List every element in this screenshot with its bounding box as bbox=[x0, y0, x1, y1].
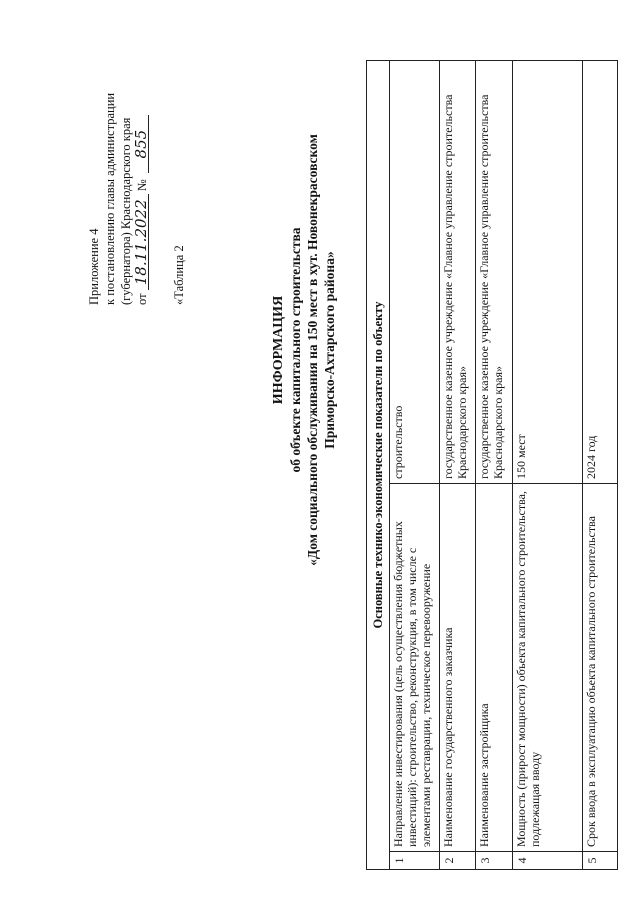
title-line-3: «Дом социального обслуживания на 150 мест в хут. Новонекрасовском bbox=[305, 134, 320, 566]
row-label: Срок ввода в эксплуатацию объекта капитального строительства bbox=[582, 483, 617, 851]
appendix-line-3: (губернатора) Краснодарского края bbox=[119, 117, 133, 305]
row-value: государственное казенное учреждение «Главное управление строительства Краснодарского края» bbox=[441, 94, 469, 479]
appendix-line-2: к постановлению главы администрации bbox=[103, 92, 117, 305]
row-number: 4 bbox=[512, 851, 582, 869]
row-value: государственное казенное учреждение «Главное управление строительства Краснодарского края» bbox=[477, 94, 505, 479]
title-line-2: об объекте капитального строительства bbox=[288, 227, 303, 473]
row-label: Наименование государственного заказчика bbox=[439, 483, 475, 851]
row-label: Мощность (прирост мощности) объекта капитального строительства, подлежащая вводу bbox=[512, 483, 582, 851]
title-main: ИНФОРМАЦИЯ bbox=[271, 295, 286, 405]
row-value: 150 мест bbox=[514, 434, 528, 479]
row-number: 2 bbox=[439, 851, 475, 869]
title-line-4: Приморско-Ахтарского района» bbox=[322, 251, 337, 449]
table-row bbox=[475, 61, 513, 869]
row-number: 3 bbox=[475, 851, 512, 869]
appendix-date-line bbox=[134, 5, 150, 305]
number-sign: № bbox=[135, 179, 149, 192]
handwritten-number: 855 bbox=[134, 115, 149, 173]
appendix-line-1: Приложение 4 bbox=[87, 228, 101, 305]
table-row bbox=[389, 61, 440, 869]
document-title bbox=[270, 115, 338, 585]
handwritten-date: 18.11.2022 bbox=[134, 194, 149, 290]
row-value: 2024 год bbox=[584, 435, 598, 479]
table-reference: «Таблица 2 bbox=[172, 245, 186, 305]
date-prefix: от bbox=[135, 293, 149, 305]
row-value: строительство bbox=[391, 405, 405, 479]
table-row bbox=[512, 61, 583, 869]
table-header: Основные технико-экономические показатели по объекту bbox=[367, 61, 390, 869]
table-row bbox=[439, 61, 476, 869]
indicators-table bbox=[366, 60, 618, 870]
table-row bbox=[582, 61, 617, 869]
row-number: 1 bbox=[389, 851, 439, 869]
appendix-block bbox=[86, 5, 150, 305]
row-number: 5 bbox=[582, 851, 617, 869]
row-label: Наименование застройщика bbox=[475, 483, 512, 851]
row-label: Направление инвестирования (цель осуществления бюджетных инвестиций): строительство, реконструкция, в том числе с элементами реставрации, техническое перевооружение bbox=[389, 483, 439, 851]
